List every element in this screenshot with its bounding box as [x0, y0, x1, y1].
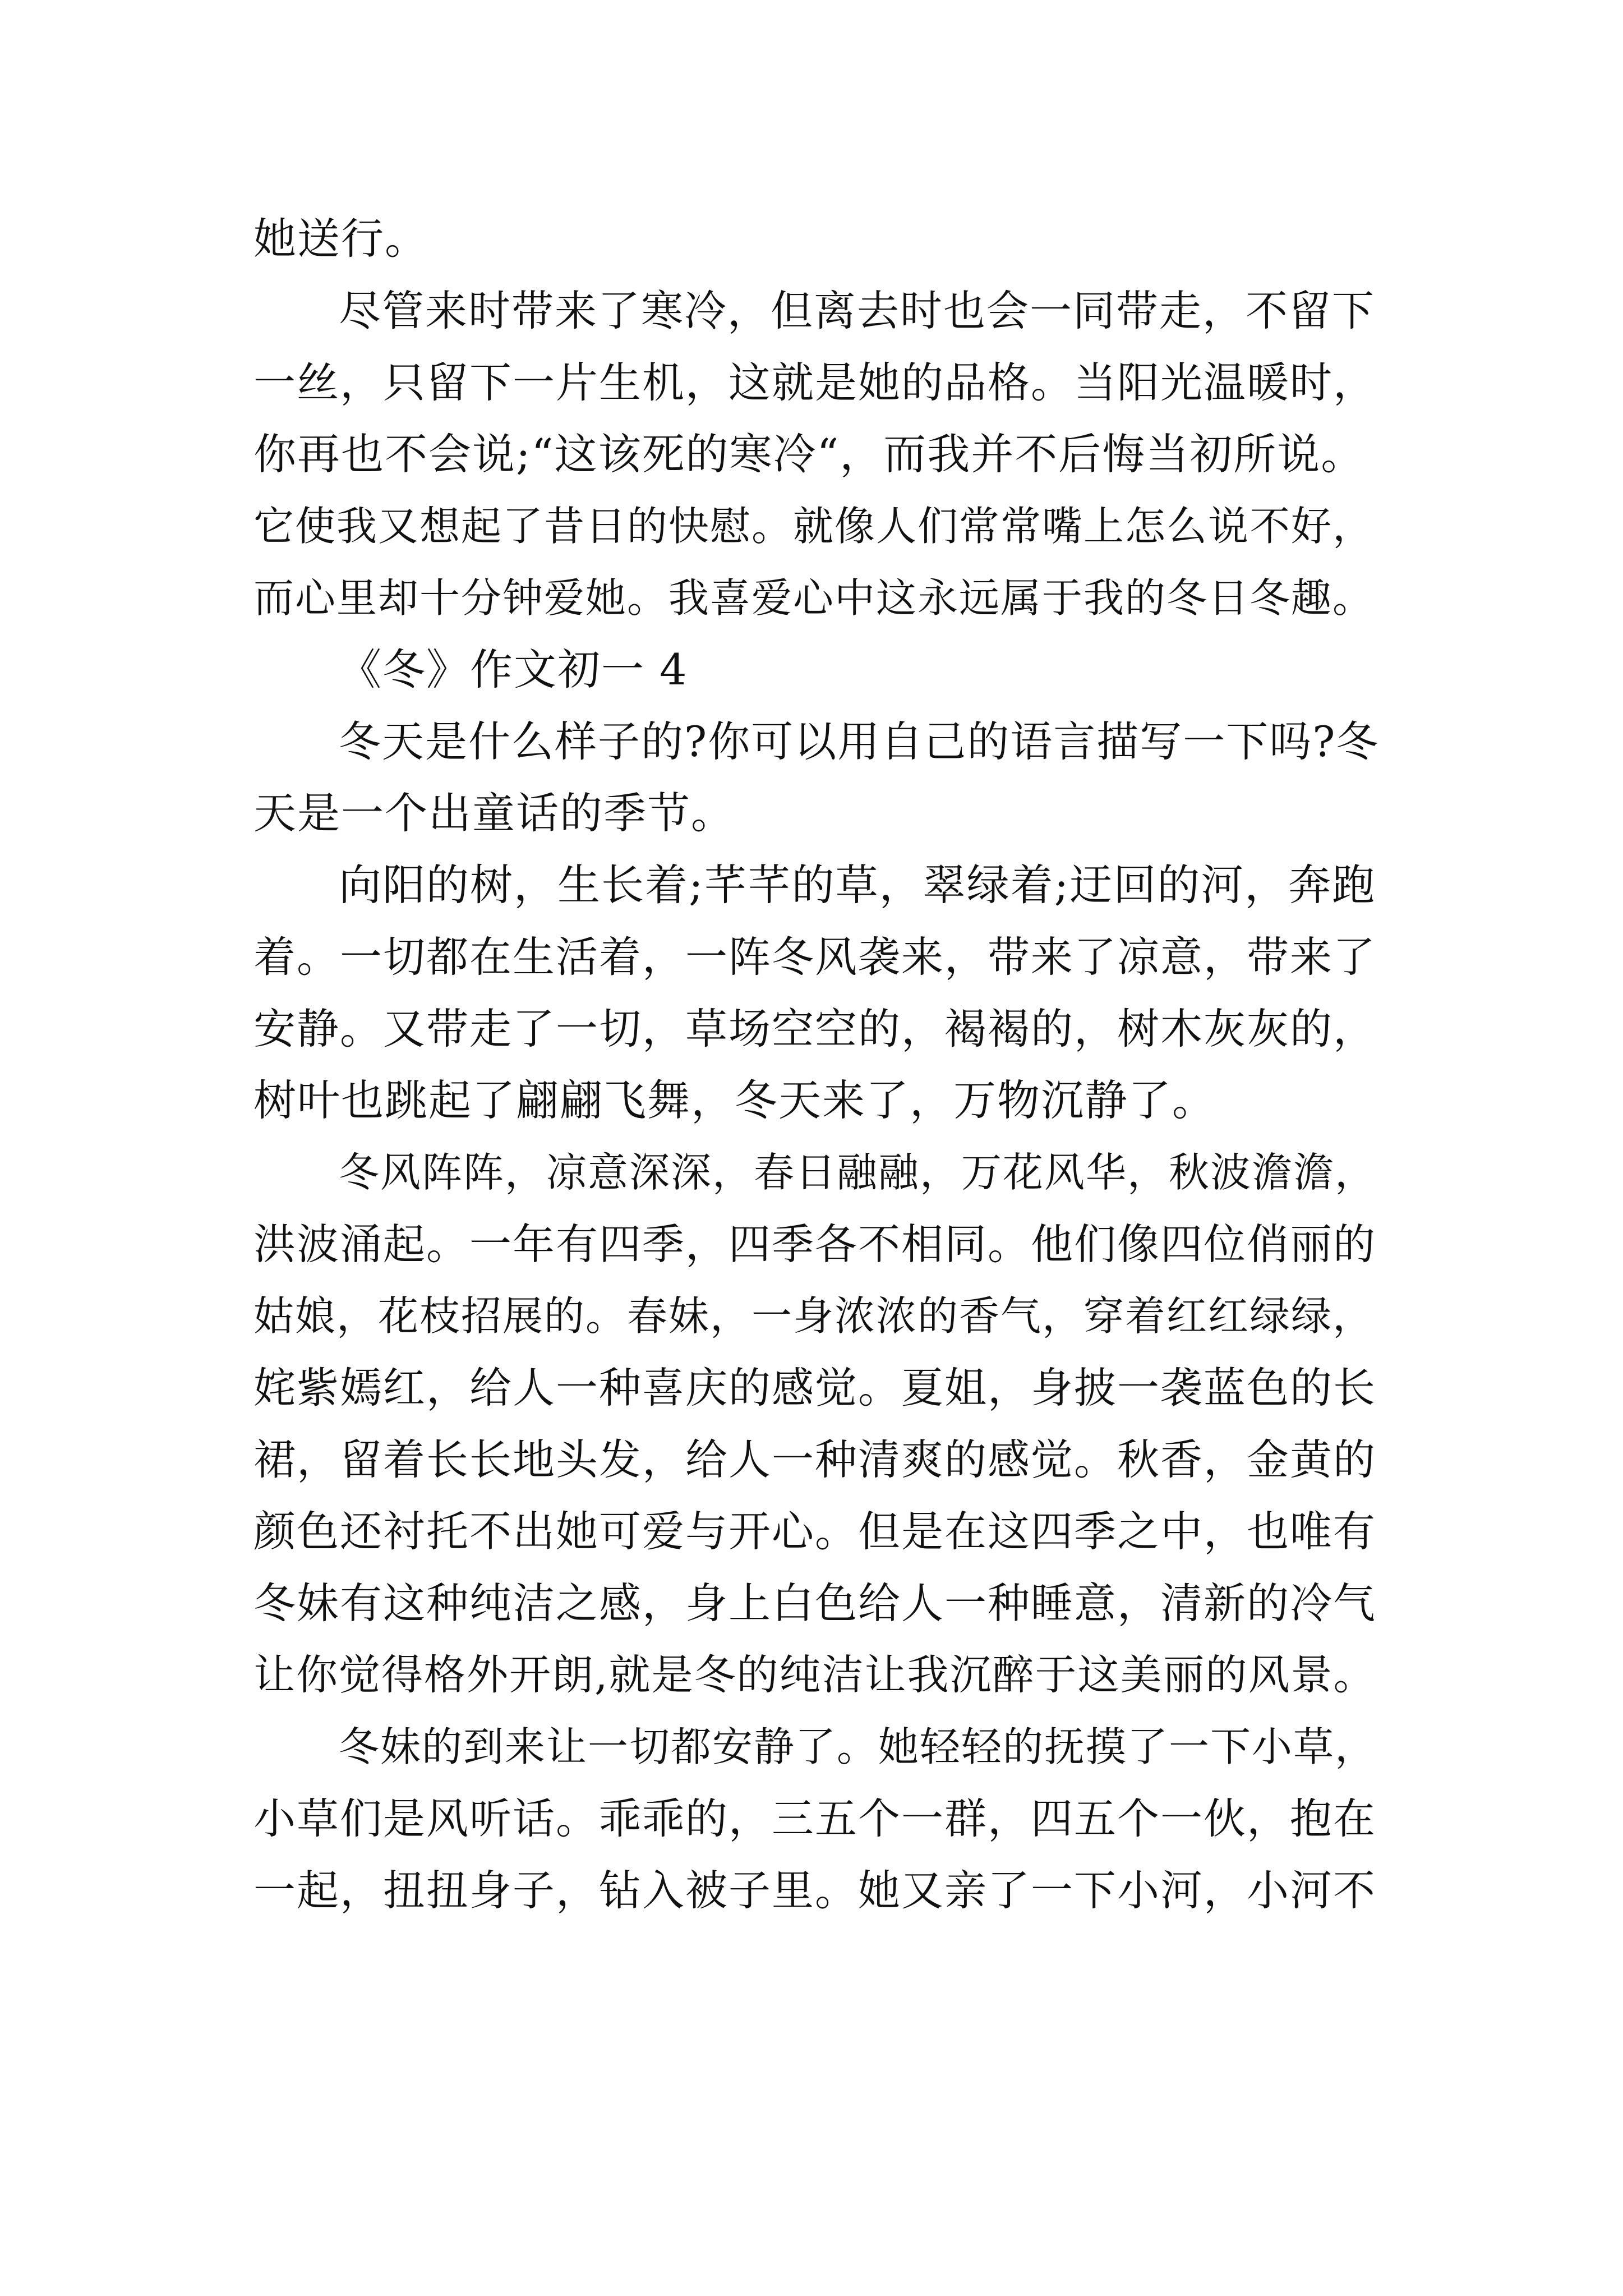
document-body [253, 203, 1386, 1926]
paragraph-start-line: 尽管来时带来了寒冷，但离去时也会一同带走，不留下 [339, 286, 1376, 335]
text-line: 你再也不会说;“这该死的寒冷“，而我并不后悔当初所说。 [253, 429, 1365, 479]
text-line: 一起，扭扭身子，钻入被子里。她又亲了一下小河，小河不 [253, 1866, 1377, 1915]
text-line: 她送行。 [253, 214, 428, 264]
paragraph-start-line: 冬妹的到来让一切都安静了。她轻轻的抚摸了一下小草， [339, 1723, 1377, 1770]
text-line: 它使我又想起了昔日的快慰。就像人们常常嘴上怎么说不好， [253, 503, 1375, 550]
text-line: 姑娘，花枝招展的。春妹，一身浓浓的香气，穿着红红绿绿， [253, 1292, 1375, 1340]
paragraph-start-line: 冬天是什么样子的?你可以用自己的语言描写一下吗?冬 [339, 717, 1380, 766]
text-line: 而心里却十分钟爱她。我喜爱心中这永远属于我的冬日冬趣。 [253, 574, 1375, 622]
text-line: 冬妹有这种纯洁之感，身上白色给人一种睡意，清新的冷气 [253, 1579, 1377, 1628]
text-line: 洪波涌起。一年有四季，四季各不相同。他们像四位俏丽的 [253, 1220, 1377, 1269]
text-line: 安静。又带走了一切，草场空空的，褐褐的，树木灰灰的， [253, 1004, 1377, 1053]
text-line: 树叶也跳起了翩翩飞舞，冬天来了，万物沉静了。 [253, 1075, 1216, 1125]
section-heading: 《冬》作文初一 4 [339, 645, 688, 694]
text-line: 天是一个出童话的季节。 [253, 788, 735, 838]
text-line: 姹紫嫣红，给人一种喜庆的感觉。夏姐，身披一袭蓝色的长 [253, 1363, 1377, 1412]
paragraph-start-line: 冬风阵阵，凉意深深，春日融融，万花风华，秋波澹澹， [339, 1149, 1377, 1196]
text-line: 着。一切都在生活着，一阵冬风袭来，带来了凉意，带来了 [253, 932, 1377, 982]
text-line: 小草们是风听话。乖乖的，三五个一群，四五个一伙，抱在 [253, 1794, 1377, 1843]
text-line: 一丝，只留下一片生机，这就是她的品格。当阳光温暖时， [253, 358, 1377, 407]
paragraph-start-line: 向阳的树，生长着;芊芊的草，翠绿着;迂回的河，奔跑 [339, 860, 1376, 910]
text-line: 裙，留着长长地头发，给人一种清爽的感觉。秋香，金黄的 [253, 1435, 1377, 1484]
text-line: 颜色还衬托不出她可爱与开心。但是在这四季之中，也唯有 [253, 1507, 1377, 1556]
text-line: 让你觉得格外开朗,就是冬的纯洁让我沉醉于这美丽的风景。 [253, 1651, 1376, 1699]
